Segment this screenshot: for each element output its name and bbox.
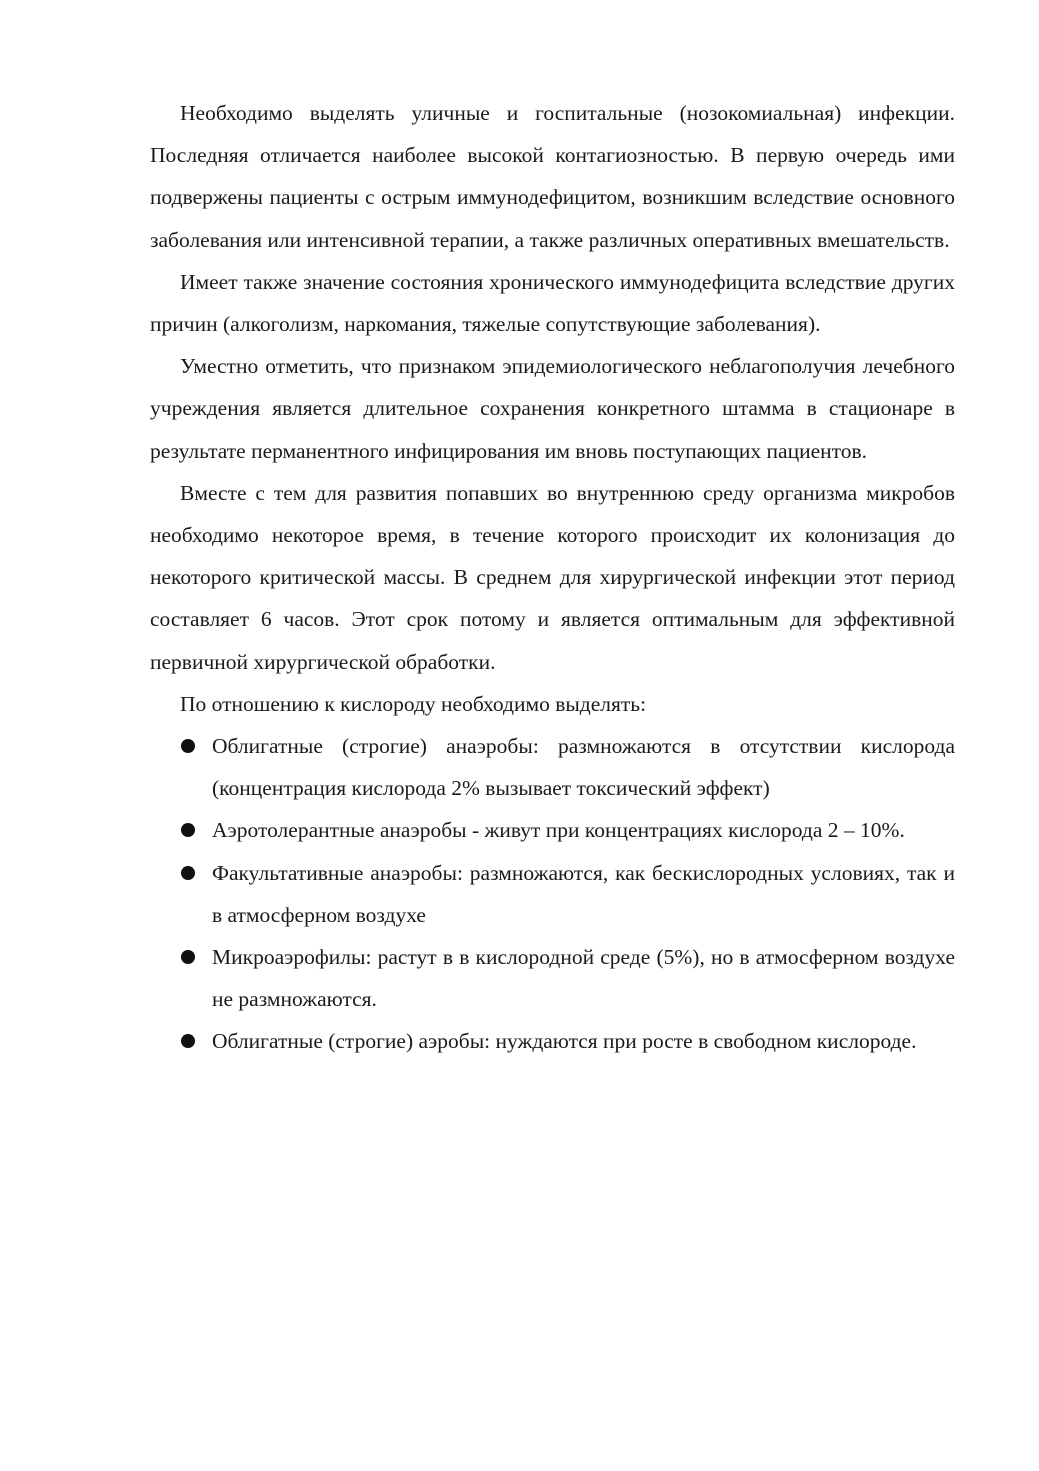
bullet-icon	[181, 739, 195, 753]
bullet-icon	[181, 823, 195, 837]
paragraph-oxygen-intro: По отношению к кислороду необходимо выделять:	[180, 691, 647, 716]
list-item	[150, 725, 955, 809]
bullet-icon	[181, 950, 195, 964]
list-item	[150, 852, 955, 936]
list-item-text: Аэротолерантные анаэробы - живут при концентрациях кислорода 2 – 10%.	[212, 818, 905, 843]
list-item-text: Облигатные (строгие) аэробы: нуждаются при росте в свободном кислороде.	[212, 1029, 917, 1054]
list-item	[150, 809, 955, 851]
list-item-text: Облигатные (строгие) анаэробы: размножаются в отсутствии кислорода (концентрация кислорода 2% вызывает токсический эффект)	[212, 734, 955, 801]
oxygen-classification-list	[150, 725, 955, 1063]
paragraph-epidemiological-marker: Уместно отметить, что признаком эпидемиологического неблагополучия лечебного учреждения является длительное сохранения конкретного штамма в стационаре в результате перманентного инфицирования им вновь поступающих пациентов.	[150, 354, 955, 463]
list-item-text: Микроаэрофилы: растут в в кислородной среде (5%), но в атмосферном воздухе не размножаются.	[212, 945, 955, 1012]
paragraph-chronic-immunodeficiency: Имеет также значение состояния хронического иммунодефицита вследствие других причин (алкоголизм, наркомания, тяжелые сопутствующие заболевания).	[150, 269, 955, 337]
paragraph-colonization-period: Вместе с тем для развития попавших во внутреннюю среду организма микробов необходимо некоторое время, в течение которого происходит их колонизация до некоторого критической массы. В среднем для хирургической инфекции этот период составляет 6 часов. Этот срок потому и является оптимальным для эффективной первичной хирургической обработки.	[150, 480, 955, 674]
list-item	[150, 1020, 955, 1062]
bullet-icon	[181, 866, 195, 880]
list-item-text: Факультативные анаэробы: размножаются, как бескислородных условиях, так и в атмосферном воздухе	[212, 860, 955, 927]
list-item	[150, 936, 955, 1020]
paragraph-infection-types: Необходимо выделять уличные и госпитальные (нозокомиальная) инфекции. Последняя отличается наиболее высокой контагиозностью. В первую очередь ими подвержены пациенты с острым иммунодефицитом, возникшим вследствие основного заболевания или интенсивной терапии, а также различных оперативных вмешательств.	[150, 101, 955, 252]
document-page	[150, 92, 955, 1063]
bullet-icon	[181, 1034, 195, 1048]
